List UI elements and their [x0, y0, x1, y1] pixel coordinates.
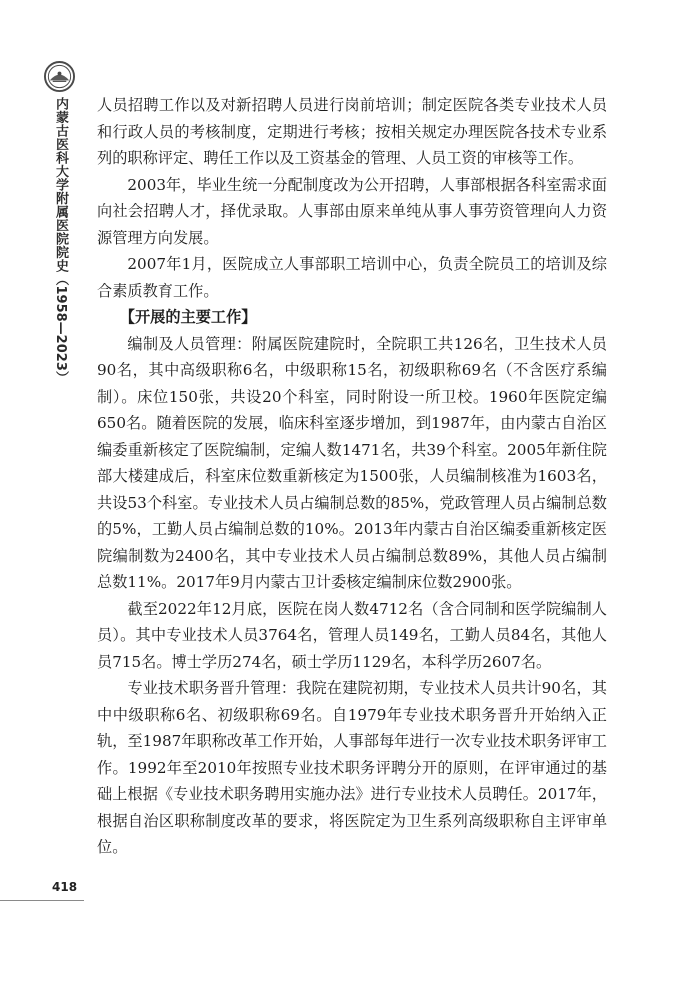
page-number-rule	[0, 900, 84, 901]
paragraph-2007: 2007年1月，医院成立人事部职工培训中心，负责全院员工的培训及综合素质教育工作。	[97, 255, 607, 300]
side-band	[0, 0, 84, 983]
paragraph-continued: 人员招聘工作以及对新招聘人员进行岗前培训；制定医院各类专业技术人员和行政人员的考核制度，定期进行考核；按相关规定办理医院各技术专业系列的职称评定、聘任工作以及工资基金的管理、人员工资的审核等工作。	[97, 96, 607, 167]
university-emblem-icon	[44, 61, 75, 92]
book-years: （1958—2023）	[53, 272, 68, 384]
section-heading: 【开展的主要工作】	[119, 308, 257, 326]
page-number: 418	[52, 880, 78, 894]
paragraph-2022-staff: 截至2022年12月底，医院在岗人数4712名（含合同制和医学院编制人员）。其中专业技术人员3764名，管理人员149名，工勤人员84名，其他人员715名。博士学历274名，硕士学历1129名，本科学历2607名。	[97, 599, 607, 671]
book-title: 内蒙古医科大学附属医院院史	[53, 97, 68, 273]
paragraph-promotion: 专业技术职务晋升管理：我院在建院初期，专业技术人员共计90名，其中中级职称6名、初级职称69名。自1979年专业技术职务晋升开始纳入正轨，至1987年职称改革工作开始，人事部每年进行一次专业技术职务评审工作。1992年至2010年按照专业技术职务评聘分开的原则，在评审通过的基础上根据《专业技术职务聘用实施办法》进行专业技术人员聘任。2017年，根据自治区职称制度改革的要求，将医院定为卫生系列高级职称自主评审单位。	[97, 679, 607, 856]
book-title-vertical	[48, 97, 70, 384]
paragraph-staffing: 编制及人员管理：附属医院建院时，全院职工共126名，卫生技术人员90名，其中高级职称6名，中级职称15名，初级职称69名（不含医疗系编制）。床位150张，共设20个科室，同时附设一所卫校。1960年医院定编650名。随着医院的发展，临床科室逐步增加，到1987年，由内蒙古自治区编委重新核定了医院编制，定编人数1471名，共39个科室。2005年新住院部大楼建成后，科室床位数重新核定为1500张，人员编制核准为1603名，共设53个科室。专业技术人员占编制总数的85%，党政管理人员占编制总数的5%，工勤人员占编制总数的10%。2013年内蒙古自治区编委重新核定医院编制数为2400名，其中专业技术人员占编制总数89%，其他人员占编制总数11%。2017年9月内蒙古卫计委核定编制床位数2900张。	[97, 334, 607, 591]
main-text	[97, 92, 607, 861]
paragraph-2003: 2003年，毕业生统一分配制度改为公开招聘，人事部根据各科室需求面向社会招聘人才，择优录取。人事部由原来单纯从事人事劳资管理向人力资源管理方向发展。	[97, 175, 607, 247]
